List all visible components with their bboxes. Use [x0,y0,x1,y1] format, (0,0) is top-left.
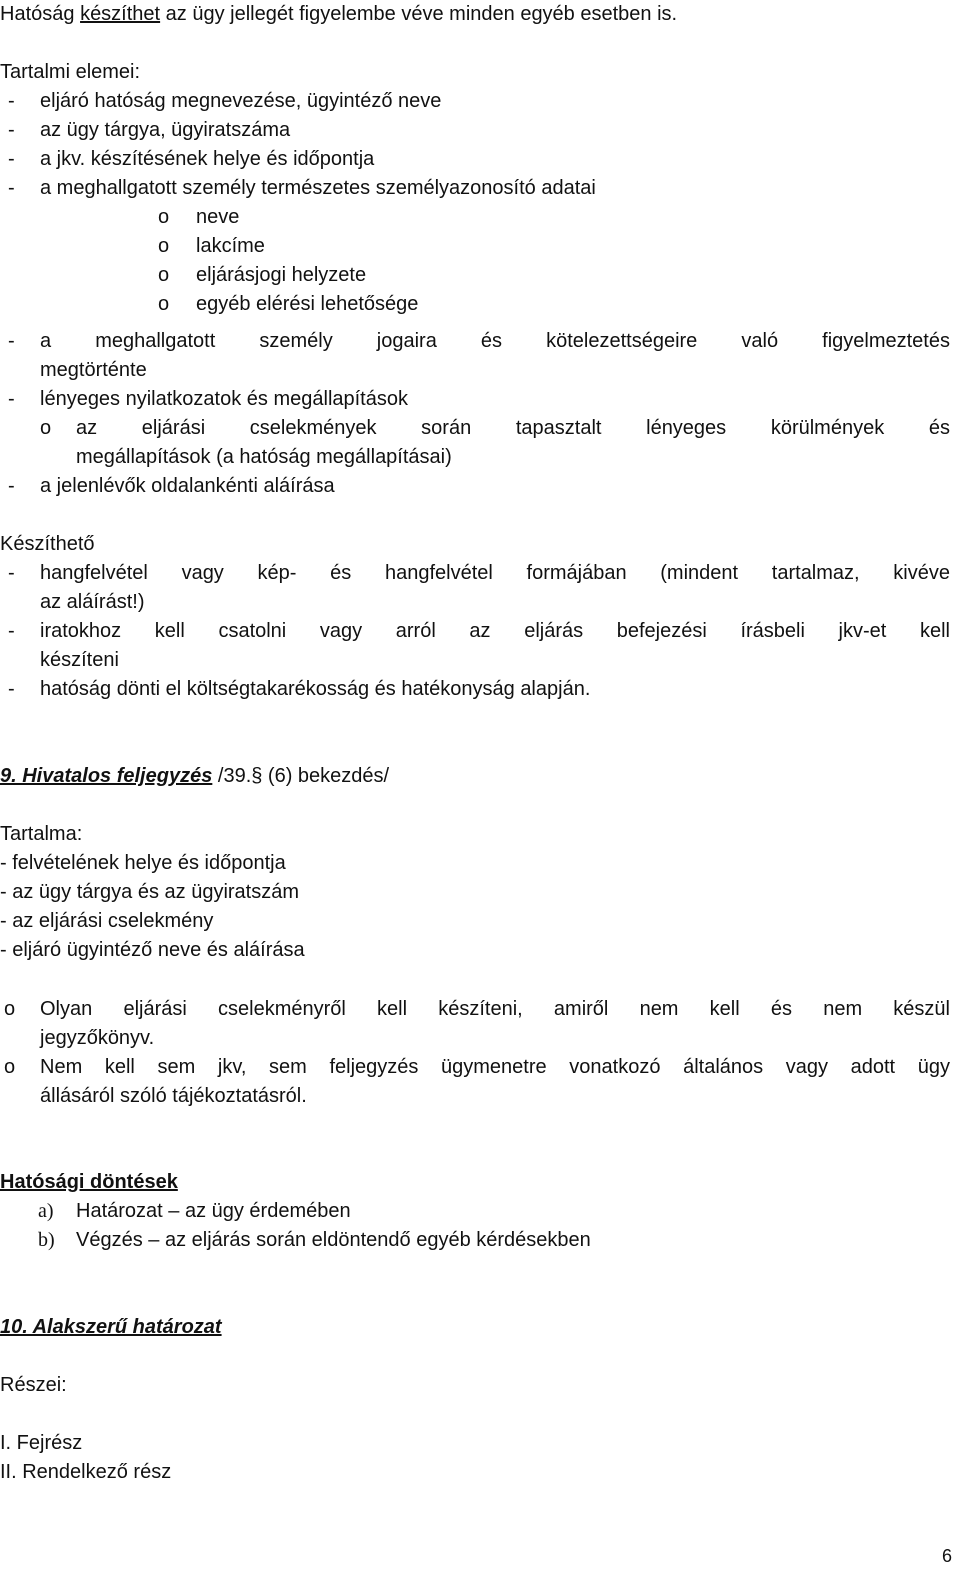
sub-bullet-o: o [158,264,170,286]
tartalmi-title: Tartalmi elemei: [0,61,141,83]
bullet-dash: - [8,388,15,410]
note-justified: Nem kell sem jkv, sem feljegyzés ügymenetre vonatkozó általános vagy adott ügy [40,1056,950,1078]
note-bullet-o: o [4,1056,16,1078]
list-item-continuation: megtörténte [40,359,147,381]
intro-underlined-word: készíthet [80,3,161,25]
list-item: Végzés – az eljárás során eldöntendő egyéb kérdésekben [76,1229,591,1251]
list-item-continuation: az aláírást!) [40,591,145,613]
list-item: Határozat – az ügy érdemében [76,1200,351,1222]
sub-list-item: eljárásjogi helyzete [196,264,367,286]
sub-bullet-o: o [40,417,52,439]
bullet-dash: - [8,90,15,112]
bullet-dash: - [8,562,15,584]
intro-text-a: Hatóság [0,3,81,25]
sub-list-item-justified: az eljárási cselekmények során tapasztalt lényeges körülmények és [76,417,950,439]
list-item: II. Rendelkező rész [0,1461,172,1483]
list-item: eljáró hatóság megnevezése, ügyintéző neve [40,90,442,112]
bullet-dash: - [8,620,15,642]
section-9-heading: 9. Hivatalos feljegyzés [0,765,213,787]
reszei-title: Részei: [0,1374,67,1396]
list-item: az ügy tárgya, ügyiratszáma [40,119,291,141]
sub-list-item: neve [196,206,240,228]
list-item-continuation: készíteni [40,649,119,671]
list-item-justified: hangfelvétel vagy kép- és hangfelvétel formájában (mindent tartalmaz, kivéve [40,562,950,584]
sub-list-item: lakcíme [196,235,265,257]
intro-paragraph [0,0,677,29]
note-justified: Olyan eljárási cselekményről kell készíteni, amiről nem kell és nem készül [40,998,950,1020]
list-item: - eljáró ügyintéző neve és aláírása [0,939,305,961]
list-item: I. Fejrész [0,1432,83,1454]
section-9-reference: /39.§ (6) bekezdés/ [212,765,390,787]
bullet-dash: - [8,678,15,700]
bullet-dash: - [8,119,15,141]
tartalma-title: Tartalma: [0,823,83,845]
section-9-heading-line [0,762,389,791]
section-10-heading: 10. Alakszerű határozat [0,1316,222,1338]
sub-bullet-o: o [158,206,170,228]
dontesek-heading: Hatósági döntések [0,1171,178,1193]
keszitheto-title: Készíthető [0,533,95,555]
sub-list-item-continuation: megállapítások (a hatóság megállapításai) [76,446,452,468]
list-item: a meghallgatott személy természetes személyazonosító adatai [40,177,596,199]
note-bullet-o: o [4,998,16,1020]
bullet-dash: - [8,148,15,170]
intro-text-c: az ügy jellegét figyelembe véve minden egyéb esetben is. [160,3,678,25]
list-item: - az ügy tárgya és az ügyiratszám [0,881,300,903]
sub-bullet-o: o [158,235,170,257]
note-continuation: állásáról szóló tájékoztatásról. [40,1085,307,1107]
list-item: lényeges nyilatkozatok és megállapítások [40,388,408,410]
page-number: 6 [941,1546,952,1566]
bullet-dash: - [8,177,15,199]
list-item: hatóság dönti el költségtakarékosság és hatékonyság alapján. [40,678,591,700]
bullet-dash: - [8,330,15,352]
list-item: a jelenlévők oldalankénti aláírása [40,475,335,497]
list-item: a jkv. készítésének helye és időpontja [40,148,375,170]
bullet-dash: - [8,475,15,497]
sub-bullet-o: o [158,293,170,315]
note-continuation: jegyzőkönyv. [40,1027,155,1049]
list-item: - az eljárási cselekmény [0,910,214,932]
list-item-justified: iratokhoz kell csatolni vagy arról az eljárás befejezési írásbeli jkv-et kell [40,620,950,642]
list-marker-b: b) [38,1229,55,1251]
list-item: - felvételének helye és időpontja [0,852,286,874]
sub-list-item: egyéb elérési lehetősége [196,293,419,315]
list-marker-a: a) [38,1200,54,1222]
list-item-justified: a meghallgatott személy jogaira és kötelezettségeire való figyelmeztetés [40,330,950,352]
